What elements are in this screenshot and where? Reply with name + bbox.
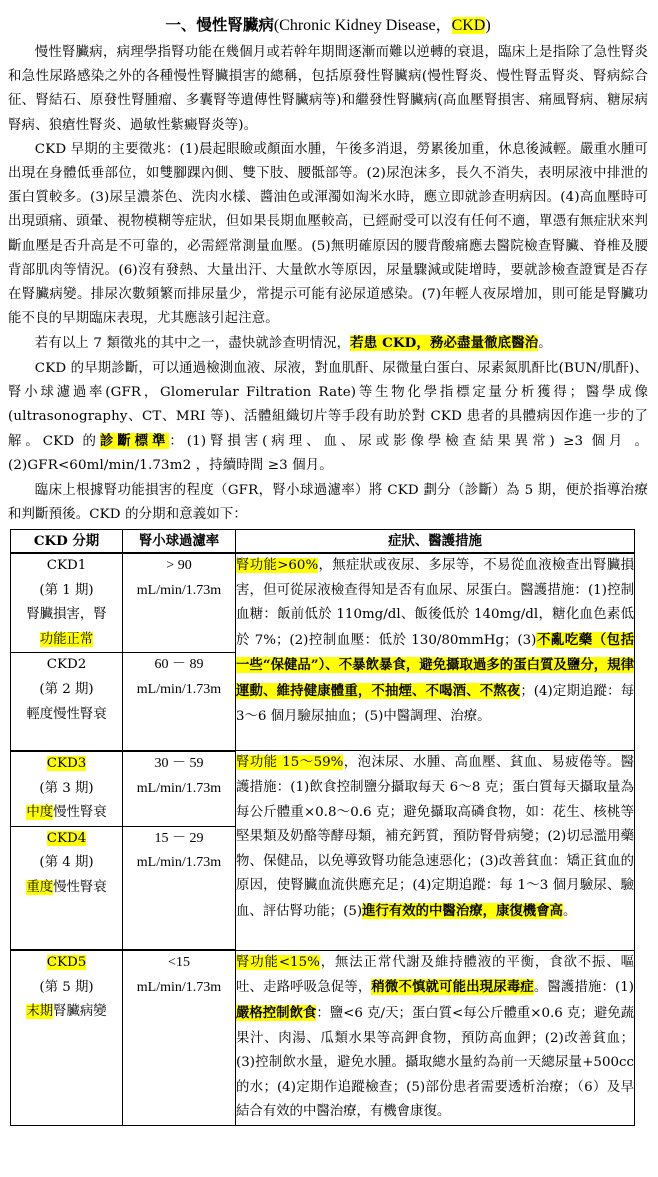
symptoms-text: ，無法正常代謝及維持體液的平衡，食欲不振、嘔吐、走路呼吸急促等， [236,954,635,996]
gfr-cell-ckd5 [123,950,236,1125]
paragraph-early-signs: CKD 早期的主要徵兆：(1)晨起眼瞼或顏面水腫，午後多消退，勞累後加重，休息後減輕。嚴重水腫可出現在身體低垂部位，如雙腳踝內側、雙下肢、腰骶部等。(2)尿泡沫多，長久不消失，表明尿液中排泄的蛋白質較多。(3)尿呈濃茶色、洗肉水樣、醬油色或渾濁如淘米水時，應立即就診查明病因。(4)高血壓時可出現頭痛、頭暈、視物模糊等症狀，但如果長期血壓較高，已經耐受可以沒有任何不適，單憑有無症狀來判斷血壓是否升高是不可靠的，必需經常測量血壓。(5)無明確原因的腰背酸痛應去醫院檢查腎臟、脊椎及腰背部肌肉等情況。(6)沒有發熱、大量出汗、大量飲水等原因，尿量驟減或陡增時，要就診檢查證實是否存在腎臟病變。排尿次數頻繁而排尿量少，常提示可能有泌尿道感染。(7)年輕人夜尿增加，則可能是腎臟功能不良的早期臨床表現，尤其應該引起注意。 [8,141,648,327]
stage-code: CKD1 [46,558,87,574]
page-title [8,14,648,37]
diagnosis-text: CKD 的早期診斷，可以通過檢測血液、尿液，對血肌酐、尿微量白蛋白、尿素氮肌酐比(BUN/肌酐)、腎小球濾過率(GFR，Glomerular Filtration Rate)等生物化學指標定量分析獲得；醫學成像(ultrasonography、CT、MRI 等)、活體組織切片等手段有助於對 CKD 患者的具體病因作進一步的了解。CKD 的 [8,360,648,450]
paragraph-diagnosis [8,357,648,479]
symptoms-text-mid: 。醫護措施：(1) [533,980,635,996]
header-stage: CKD 分期 [11,530,123,554]
stage-code-highlight: CKD4 [46,830,87,846]
stage-cell-ckd2 [11,653,123,751]
title-close-paren: ) [485,17,491,34]
stage-code-highlight: CKD5 [46,955,87,971]
gfr-range: > 90 [166,558,192,574]
stage-cell-ckd3 [11,751,123,826]
stage-desc: 慢性腎衰 [53,805,107,821]
kidney-function-highlight: 腎功能>60% [236,558,319,574]
diet-control-highlight: 嚴格控制飲食 [236,1004,317,1021]
paragraph-advice [8,331,648,356]
stage-cell-ckd1 [11,553,123,653]
table-header-row [11,530,635,554]
title-english: (Chronic Kidney Disease， [273,17,452,34]
gfr-cell-ckd3 [123,751,236,826]
stage-severity-highlight: 末期 [26,1004,54,1020]
gfr-cell-ckd2 [123,653,236,751]
gfr-unit: mL/min/1.73m [136,582,222,598]
diagnosis-criteria: ：(1)腎損害(病理、血、尿或影像學檢查結果異常) ≥3 個月 。(2)GFR<60ml/min/1.73m2 ，持續時間 ≥3 個月。 [8,434,649,474]
advice-highlight: 若患 CKD，務必盡量徹底醫治 [350,335,539,352]
stage-code-highlight: CKD3 [46,755,87,771]
stage-cell-ckd5 [11,950,123,1125]
gfr-unit: mL/min/1.73m [136,682,222,698]
gfr-cell-ckd4 [123,826,236,950]
advice-end: 。 [538,336,552,352]
symptoms-cell-ckd5 [236,950,635,1125]
header-symptoms: 症狀、醫護措施 [236,530,635,554]
symptoms-text-end: 。 [562,904,577,919]
header-gfr: 腎小球過濾率 [123,530,236,554]
title-abbr-highlight: CKD [451,17,486,34]
stage-cell-ckd4 [11,826,123,950]
gfr-unit: mL/min/1.73m [136,780,222,796]
table-row-ckd3 [11,751,635,826]
kidney-function-highlight: 腎功能<15% [236,954,320,970]
ckd-stage-table [10,529,635,1126]
stage-number: (第 2 期) [39,682,94,698]
title-chinese: 一、慢性腎臟病 [165,15,274,34]
stage-number: (第 3 期) [39,780,94,796]
paragraph-definition: 慢性腎臟病，病理學指腎功能在幾個月或若幹年期間逐漸而難以逆轉的衰退，臨床上是指除了急性腎炎和急性尿路感染之外的各種慢性腎臟損害的總稱，包括原發性腎臟病(慢性腎炎、慢性腎盂腎炎、腎病綜合征、腎結石、原發性腎腫瘤、多囊腎等遺傳性腎臟病等)和繼發性腎臟病(高血壓腎損害、痛風腎病、糖尿病腎病、狼瘡性腎炎、過敏性紫癜腎炎等)。 [8,45,648,133]
gfr-range: 15 － 29 [154,830,204,846]
stage-number: (第 4 期) [39,855,94,871]
symptoms-text-end: ：鹽<6 克/天；蛋白質<每公斤體重×0.6 克；避免蔬果汁、肉湯、瓜類水果等高鉀食物，預防高血鉀；(2)改善貧血；(3)控制飲水量，避免水腫。攝取總水量約為前一天總尿量+500cc 的水；(4)定期作追蹤檢查；(5)部份患者需要透析治療；（6）及早結合有效的中醫治療，有機會康復。 [236,1005,635,1120]
table-row-ckd5 [11,950,635,1125]
stage-desc: 慢性腎衰 [53,879,107,895]
stage-desc: 腎臟病變 [53,1004,107,1020]
stage-severity-highlight: 重度 [26,879,54,895]
stage-number: (第 5 期) [39,979,94,995]
symptoms-text: ，無症狀或夜尿、多尿等，不易從血液檢查出腎臟損害，但可從尿液檢查得知是否有血尿、尿蛋白。醫護措施：(1)控制血糖：飯前低於 110mg/dl、飯後低於 140mg/dl，糖化血色素低於 7%；(2)控制血壓：低於 130/80mmHg；(3) [236,558,635,648]
gfr-cell-ckd1 [123,553,236,653]
table-row-ckd1 [11,553,635,653]
uremia-warning-highlight: 稍微不慎就可能出現尿毒症 [371,979,534,996]
gfr-range: <15 [168,955,190,971]
tcm-highlight: 進行有效的中醫治療，康復機會高 [362,903,563,919]
stage-code: CKD2 [46,657,87,673]
advice-text: 若有以上 7 類徵兆的其中之一，盡快就診查明情況， [34,336,351,352]
diagnosis-criteria-highlight: 診斷標準 [99,433,170,450]
stage-desc: 腎臟損害，腎 [26,607,107,623]
symptoms-text-end: ；(4)定期追蹤：每 3～6 個月驗尿抽血；(5)中醫調理、治療。 [236,684,635,724]
care-highlight: 不亂吃藥（包括一些“保健品”）、不暴飲暴食，避免攝取過多的蛋白質及鹽分，規律運動、維持健康體重，不抽煙、不喝酒、不熬夜 [236,631,634,700]
paragraph-staging-intro: 臨床上根據腎功能損害的程度（GFR，腎小球過濾率）將 CKD 劃分（診斷）為 5 期，便於指導治療和判斷預後。CKD 的分期和意義如下： [8,482,648,522]
stage-desc: 輕度慢性腎衰 [26,706,107,722]
gfr-unit: mL/min/1.73m [136,855,222,871]
symptoms-text: ，泡沫尿、水腫、高血壓、貧血、易疲倦等。醫護措施：(1)飲食控制鹽分攝取每天 6～8 克；蛋白質每天攝取量為每公斤體重×0.8～0.6 克；避免攝取高磷食物，如：花生、核桃等堅果類及奶酪等酵母類，補充鈣質，預防腎骨病變；(2)切忌濫用藥物、保健品，以免導致腎功能急速惡化；(3)改善貧血：矯正貧血的原因，使腎臟血流供應充足；(4)定期追蹤：每 1～3 個月驗尿、驗血、評估腎功能；(5) [236,755,634,919]
gfr-range: 60 － 89 [154,657,204,673]
gfr-range: 30 － 59 [154,755,204,771]
gfr-unit: mL/min/1.73m [136,979,222,995]
symptoms-cell-ckd1-2 [236,553,635,751]
stage-desc-highlight: 功能正常 [39,631,94,647]
stage-severity-highlight: 中度 [26,805,54,821]
stage-number: (第 1 期) [39,582,94,598]
kidney-function-highlight: 腎功能 15～59% [236,755,344,771]
symptoms-cell-ckd3-4 [236,751,635,950]
